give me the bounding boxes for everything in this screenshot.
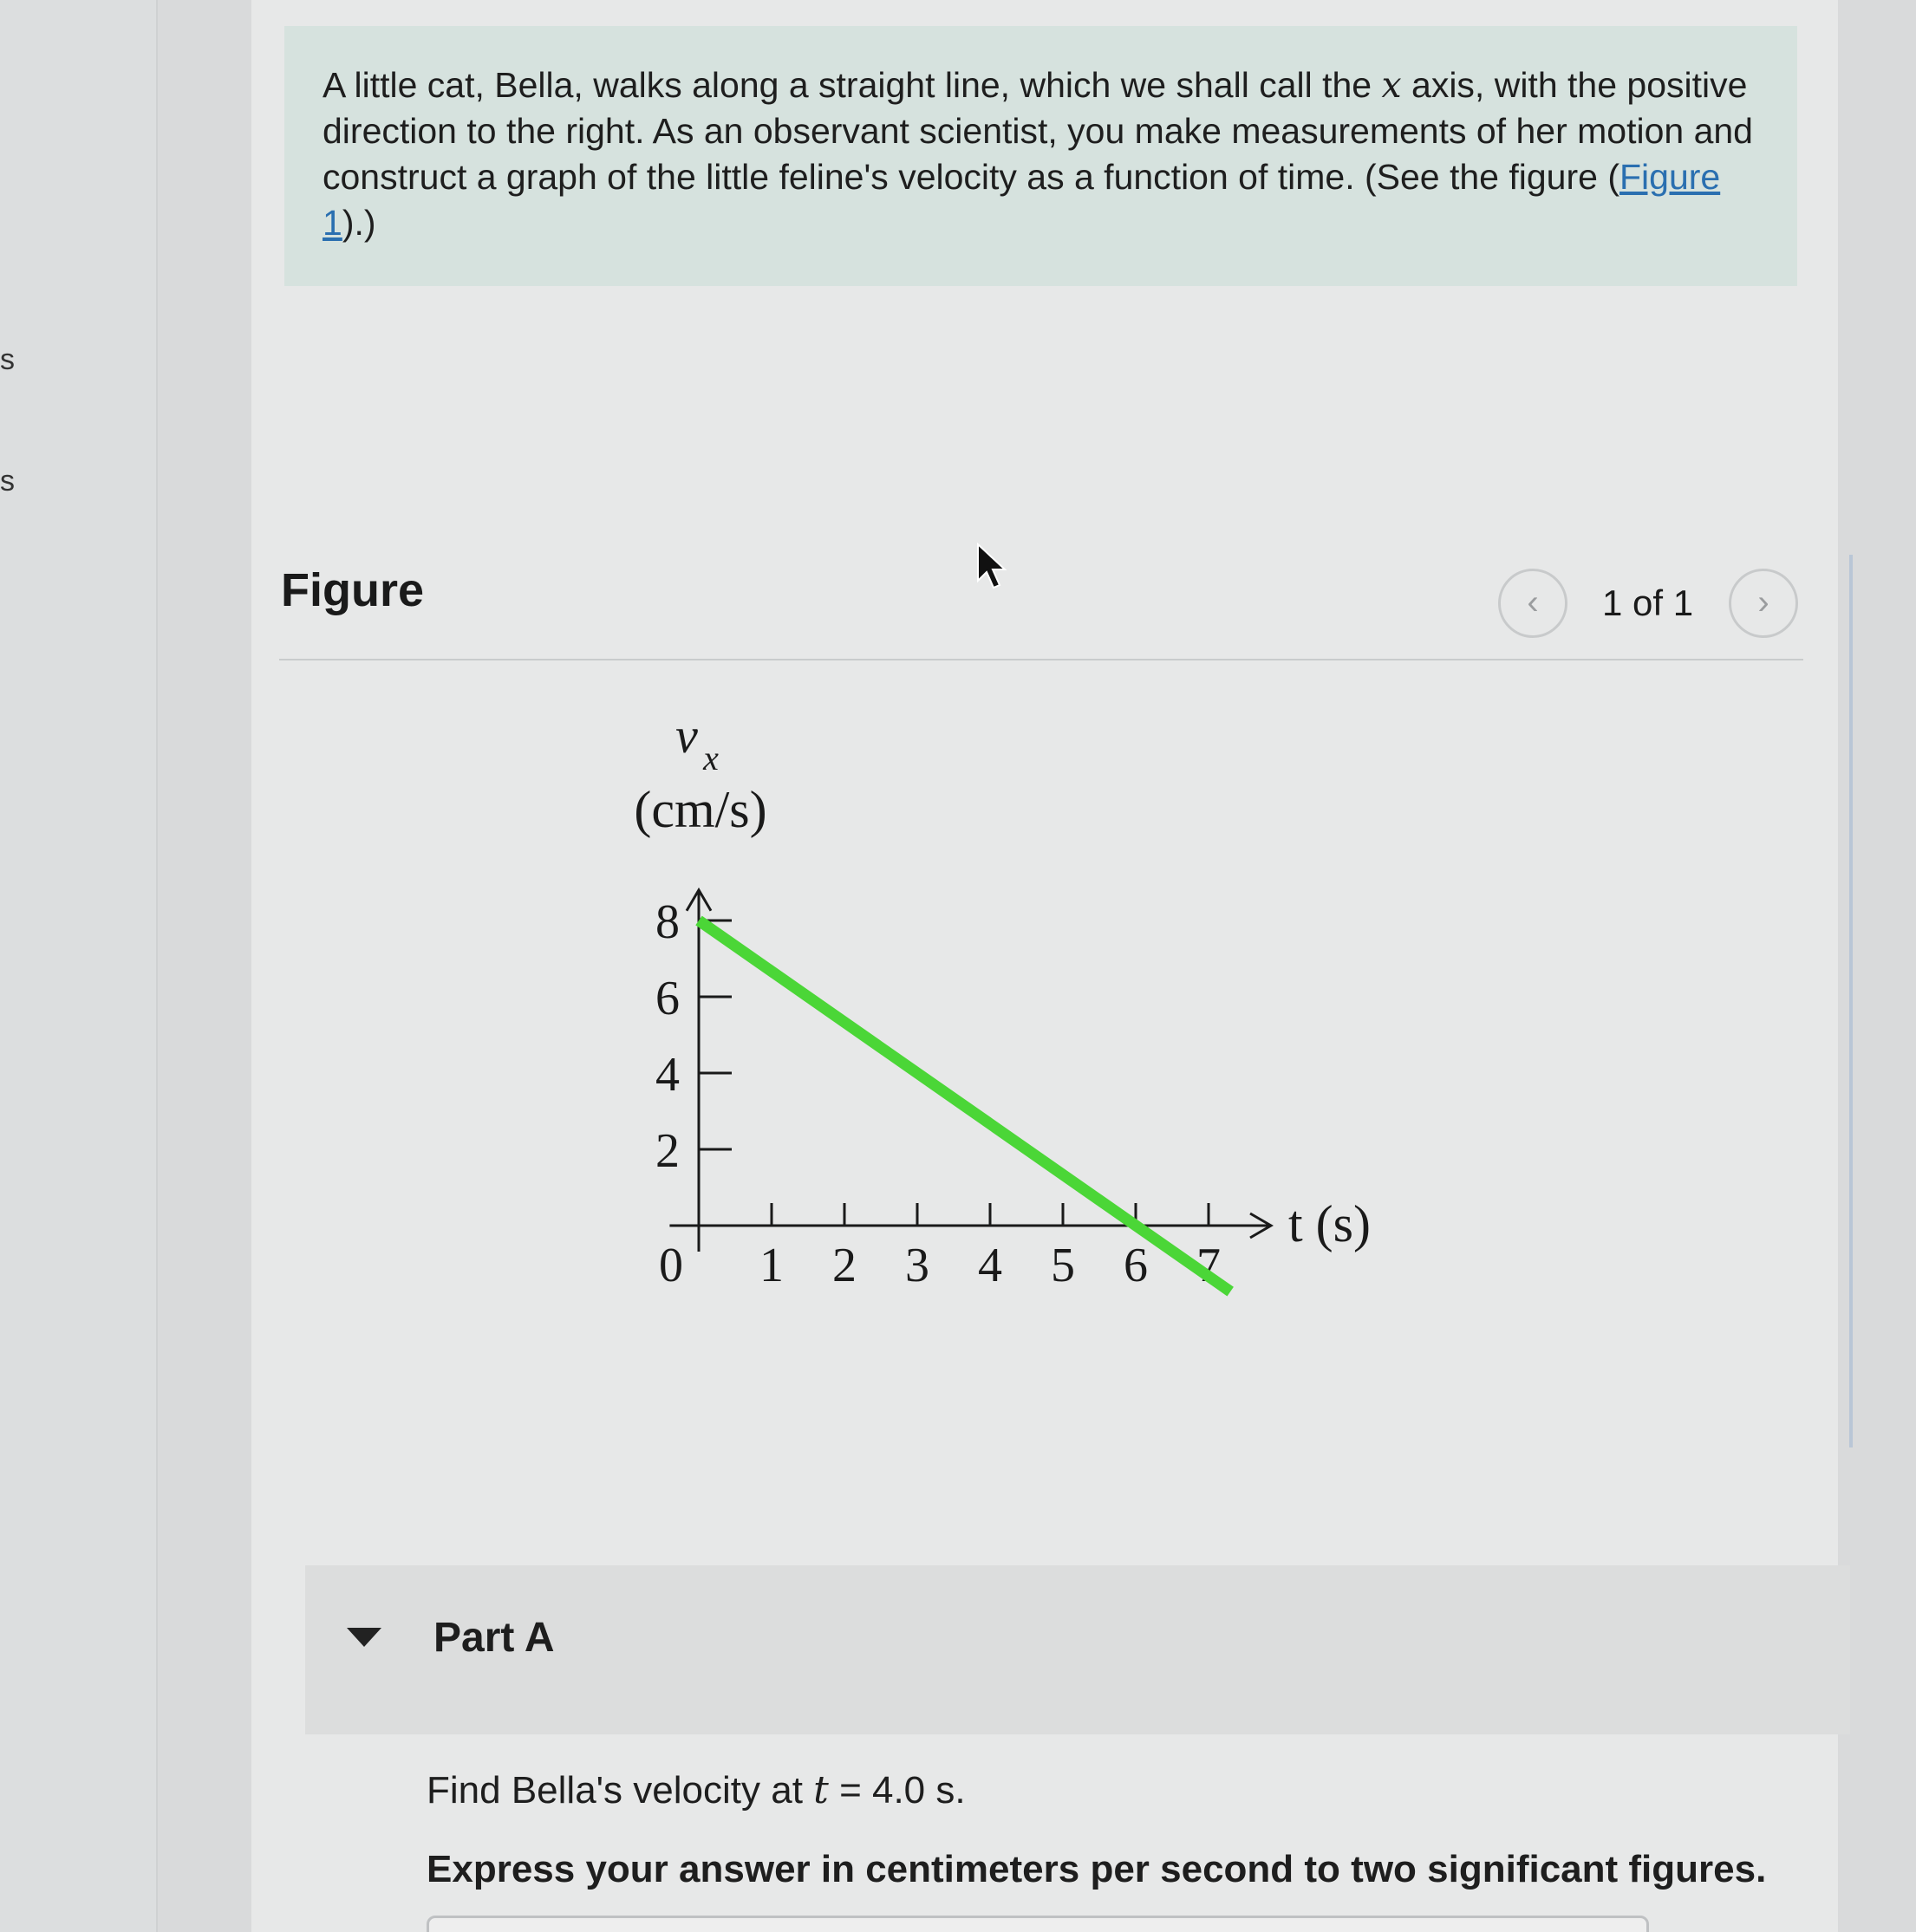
- intro-text-cont: axis, with the positive direction to the right. As an observant scientist, you make measurements of her motion and construct a graph of the little feline's velocity as a function of time. (See the figure (: [323, 65, 1753, 197]
- velocity-graph: [607, 719, 1404, 1326]
- y-axis-units: (cm/s): [634, 781, 767, 838]
- y-axis-subscript: x: [703, 738, 719, 777]
- chevron-left-icon: ‹: [1527, 583, 1539, 621]
- question-before: Find Bella's velocity at: [427, 1769, 814, 1812]
- x-tick-label: 5: [1051, 1239, 1075, 1292]
- chevron-right-icon: ›: [1757, 583, 1769, 621]
- graph-ticks: [699, 920, 1209, 1226]
- series-line-velocity: [699, 920, 1230, 1291]
- y-tick-label: 4: [655, 1048, 680, 1102]
- mouse-cursor-icon: [976, 543, 1007, 591]
- answer-instruction: Express your answer in centimeters per second to two significant figures.: [427, 1848, 1767, 1890]
- gutter-mark: s: [0, 343, 15, 376]
- y-axis-symbol: v: [675, 719, 698, 764]
- graph-series: [699, 920, 1230, 1291]
- y-tick-label: 8: [655, 895, 680, 949]
- part-a-label: Part A: [433, 1615, 555, 1661]
- figure-title: Figure: [281, 564, 425, 616]
- question-text: [427, 1768, 966, 1812]
- x-tick-label: 3: [905, 1239, 929, 1292]
- x-axis-label: t (s): [1288, 1195, 1371, 1252]
- question-variable: t: [813, 1768, 829, 1812]
- y-tick-label: 2: [655, 1124, 680, 1178]
- problem-intro: [284, 26, 1797, 286]
- panel-scroll-edge: [1849, 555, 1853, 1447]
- intro-variable: x: [1381, 64, 1402, 106]
- caret-down-icon[interactable]: [347, 1628, 381, 1647]
- x-tick-label: 6: [1124, 1239, 1148, 1292]
- graph-labels: [634, 719, 1371, 1292]
- figure-divider: [279, 659, 1803, 660]
- prev-figure-button[interactable]: [1498, 569, 1567, 638]
- gutter-mark: s: [0, 465, 15, 498]
- origin-label: 0: [659, 1239, 683, 1292]
- intro-text-end: ).): [342, 203, 376, 243]
- y-tick-label: 6: [655, 972, 680, 1025]
- question-after: = 4.0 s.: [828, 1769, 966, 1812]
- figure-link[interactable]: Figure 1: [323, 157, 1721, 243]
- x-tick-label: 4: [978, 1239, 1002, 1292]
- x-tick-label: 2: [832, 1239, 857, 1292]
- x-tick-label: 1: [759, 1239, 784, 1292]
- x-tick-label: 7: [1196, 1239, 1221, 1292]
- next-figure-button[interactable]: [1729, 569, 1798, 638]
- intro-text: A little cat, Bella, walks along a straight line, which we shall call the: [323, 65, 1382, 105]
- graph-axes: [669, 890, 1271, 1252]
- answer-input-box[interactable]: [427, 1916, 1649, 1932]
- left-gutter: [0, 0, 158, 1932]
- figure-pager-text: 1 of 1: [1602, 582, 1694, 623]
